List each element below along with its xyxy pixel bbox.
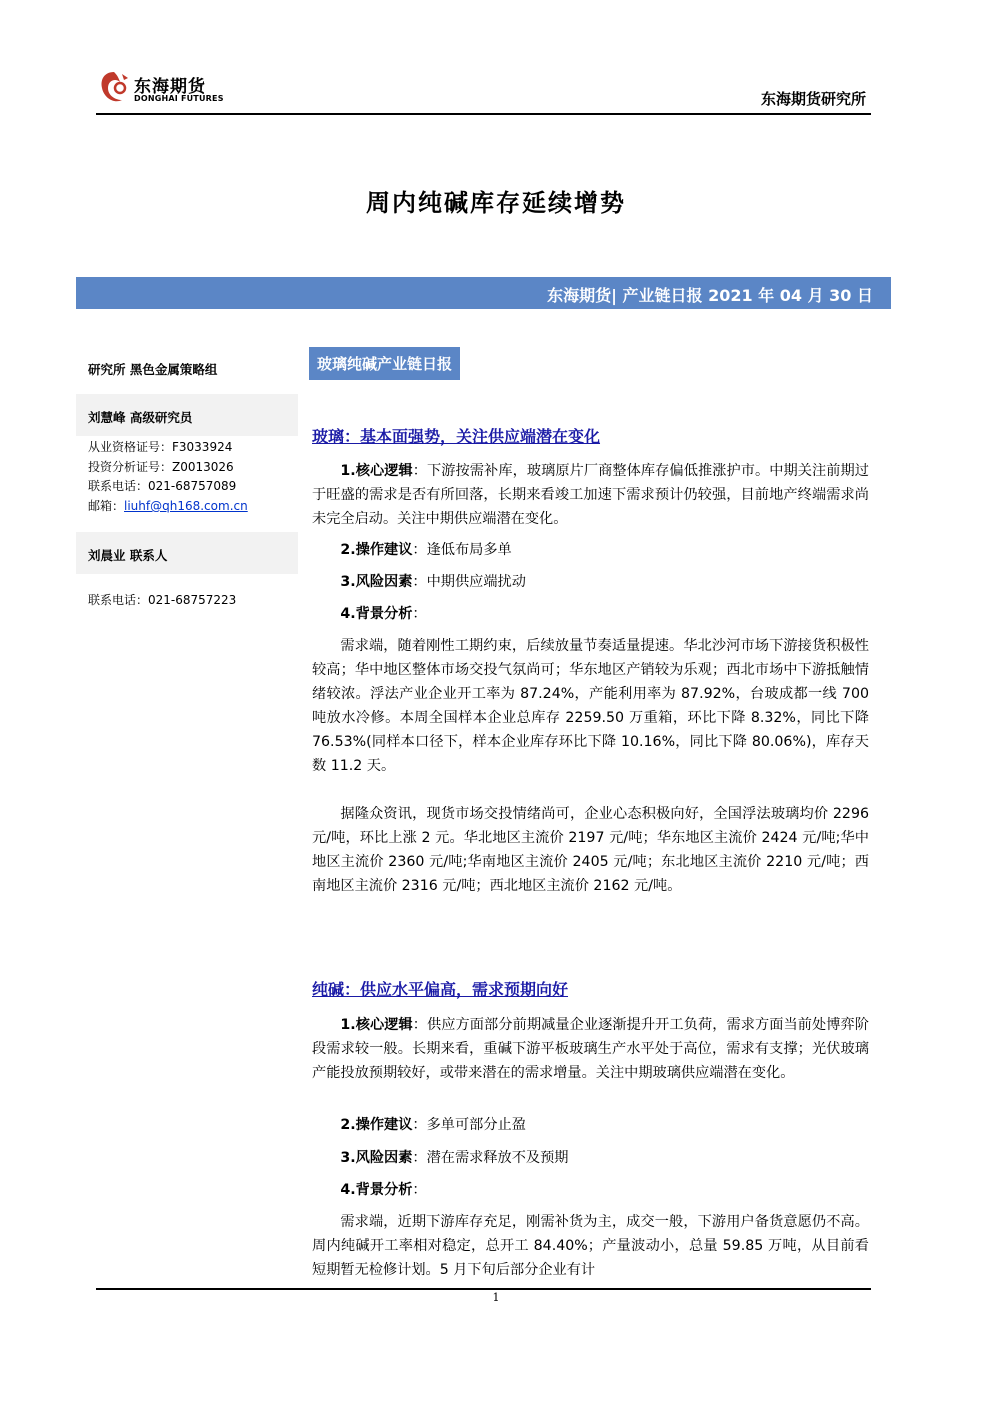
dragon-logo-icon	[96, 68, 132, 108]
glass-logic-label: 1.核心逻辑	[340, 463, 413, 479]
contact-phone: 联系电话：021-68757223	[88, 593, 237, 607]
soda-background-heading	[312, 1178, 869, 1202]
soda-risk-label: 3.风险因素	[340, 1150, 413, 1166]
glass-advice	[312, 538, 869, 562]
analyst-email-link[interactable]: liuhf@qh168.com.cn	[124, 499, 248, 513]
soda-core-logic	[312, 1013, 869, 1085]
footer-divider	[96, 1288, 871, 1290]
document-title: 周内纯碱库存延续增势	[366, 189, 626, 217]
glass-risk-text: ：中期供应端扰动	[412, 574, 526, 590]
analyst-phone: 联系电话：021-68757089	[88, 479, 237, 493]
logo-english-name: DONGHAI FUTURES	[134, 94, 224, 103]
sidebar-dept-block	[76, 346, 298, 388]
soda-bg-label: 4.背景分析	[340, 1182, 413, 1198]
sidebar-dept: 研究所 黑色金属策略组	[88, 362, 218, 377]
institute-name: 东海期货研究所	[760, 90, 866, 108]
soda-logic-text: ：供应方面部分前期减量企业逐渐提升开工负荷，需求方面当前处博弈阶段需求较一般。长期来看，重碱下游平板玻璃生产水平处于高位，需求有支撑；光伏玻璃产能投放预期较好，或带来潜在的需求增量。关注中期玻璃供应端潜在变化。	[312, 1017, 869, 1081]
soda-logic-label: 1.核心逻辑	[340, 1017, 413, 1033]
sidebar-analyst-block	[76, 394, 298, 436]
glass-bg-colon: ：	[412, 606, 427, 622]
glass-background-para-2: 据隆众资讯，现货市场交投情绪尚可，企业心态积极向好，全国浮法玻璃均价 2296 元/吨，环比上涨 2 元。华北地区主流价 2197 元/吨；华东地区主流价 2424 元/吨;华中地区主流价 2360 元/吨;华南地区主流价 2405 元/吨；东北地区主流价 2210 元/吨；西南地区主流价 2316 元/吨；西北地区主流价 2162 元/吨。	[312, 806, 869, 894]
logo-chinese-name: 东海期货	[134, 77, 206, 97]
sidebar-contact-block	[76, 532, 298, 574]
glass-section-title: 玻璃：基本面强势，关注供应端潜在变化	[312, 427, 601, 446]
contact-name-role: 刘晨业 联系人	[88, 548, 168, 563]
company-logo	[96, 68, 236, 112]
soda-section-title: 纯碱：供应水平偏高，需求预期向好	[312, 980, 569, 999]
email-label: 邮箱：	[88, 499, 125, 513]
soda-advice-label: 2.操作建议	[340, 1117, 413, 1133]
glass-bg-label: 4.背景分析	[340, 606, 413, 622]
page-number: 1	[492, 1291, 500, 1304]
glass-background-para-1: 需求端，随着刚性工期约束，后续放量节奏适量提速。华北沙河市场下游接货积极性较高；华中地区整体市场交投气氛尚可；华东地区产销较为乐观；西北市场中下游抵触情绪较浓。浮法产业企业开工率为 87.24%，产能利用率为 87.92%，台玻成都一线 700 吨放水冷修。本周全国样本企业总库存 2259.50 万重箱，环比下降 8.32%，同比下降 76.53%(同样本口径下，样本企业库存环比下降 10.16%，同比下降 80.06%)，库存天数 11.2 天。	[312, 638, 869, 774]
glass-advice-label: 2.操作建议	[340, 542, 413, 558]
soda-bg-colon: ：	[412, 1182, 427, 1198]
glass-risk	[312, 570, 869, 594]
glass-logic-text: ：下游按需补库，玻璃原片厂商整体库存偏低推涨护市。中期关注前期过于旺盛的需求是否有所回落，长期来看竣工加速下需求预计仍较强，目前地产终端需求尚未完全启动。关注中期供应端潜在变化。	[312, 463, 869, 527]
soda-advice-text: ：多单可部分止盈	[412, 1117, 526, 1133]
soda-background-para-1: 需求端，近期下游库存充足，刚需补货为主，成交一般，下游用户备货意愿仍不高。周内纯碱开工率相对稳定，总开工 84.40%；产量波动小，总量 59.85 万吨，从目前看短期暂无检修计划。5 月下旬后部分企业有计	[312, 1214, 869, 1278]
soda-advice	[312, 1113, 869, 1137]
report-banner	[76, 277, 891, 309]
soda-risk	[312, 1146, 869, 1170]
analyst-cert-qualification: 从业资格证号：F3033924	[88, 440, 233, 454]
analyst-email-row	[88, 497, 248, 514]
glass-risk-label: 3.风险因素	[340, 574, 413, 590]
glass-advice-text: ：逢低布局多单	[412, 542, 512, 558]
glass-background-heading	[312, 602, 869, 626]
analyst-cert-investment: 投资分析证号：Z0013026	[88, 460, 234, 474]
header-divider	[96, 113, 871, 115]
soda-risk-text: ：潜在需求释放不及预期	[412, 1150, 569, 1166]
banner-text: 东海期货| 产业链日报 2021 年 04 月 30 日	[547, 286, 873, 305]
report-type-tag: 玻璃纯碱产业链日报	[309, 347, 460, 380]
glass-core-logic	[312, 459, 869, 531]
analyst-name-role: 刘慧峰 高级研究员	[88, 410, 193, 425]
